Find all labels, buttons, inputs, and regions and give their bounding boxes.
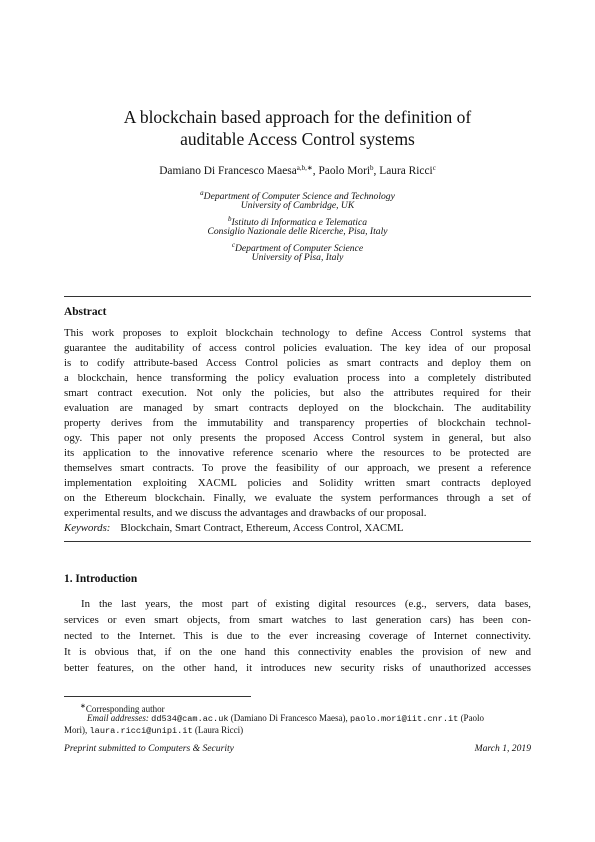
intro-line: nected to the Internet. This is due to the ever increasing coverage of Internet connectivity. <box>64 630 531 642</box>
abstract-bottom-rule <box>64 541 531 542</box>
author-superscript: c <box>432 164 436 172</box>
preprint-note: Preprint submitted to Computers & Security <box>64 743 234 754</box>
email-owner: (Paolo <box>458 713 485 723</box>
affiliation-superscript: a <box>200 189 204 197</box>
abstract-line: themselves smart contracts. To prove the feasibility of our approach, we present a reference <box>64 462 531 474</box>
email-owner: (Damiano Di Francesco Maesa), <box>228 713 350 723</box>
affiliation-line <box>0 252 595 264</box>
abstract-line: is to codify attribute-based Access Control policies as smart contracts and deploy them on <box>64 357 531 369</box>
abstract-line: its application to the innovative reference scenario where the resources to be protected are <box>64 447 531 459</box>
abstract-line: on the Ethereum blockchain. Finally, we evaluate the system performances through a set of <box>64 492 531 504</box>
abstract-body <box>64 326 531 521</box>
email-owner: Mori), <box>64 725 90 735</box>
abstract-line: evaluation are managed by smart contracts deployed on the blockchain. The auditability <box>64 402 531 414</box>
keywords-label: Keywords: <box>64 522 111 534</box>
abstract-line: experimental results, and we discuss the advantages and drawbacks of our proposal. <box>64 507 427 519</box>
email-owner: (Laura Ricci) <box>192 725 244 735</box>
author-name: , Laura Ricci <box>373 165 433 177</box>
author-superscript: a,b,∗ <box>296 164 313 172</box>
email-link[interactable]: dd534@cam.ac.uk <box>151 714 229 724</box>
abstract-line: a blockchain, hence transforming the policy evaluation process into a completely distributed <box>64 372 531 384</box>
affiliation-line <box>0 200 595 212</box>
abstract-line: guarantee the auditability of access control policies evaluation. The key idea of our proposal <box>64 342 531 354</box>
abstract-line: ogy. This paper not only presents the proposed Access Control system in general, but also <box>64 432 531 444</box>
intro-line: services or even smart objects, from smart watches to last generation cars) has been con- <box>64 614 531 626</box>
abstract-line: smart contract execution. Not only the policies, but also the attributes required for their <box>64 387 531 399</box>
affiliation-text: Istituto di Informatica e Telematica <box>231 217 368 228</box>
keywords <box>64 522 403 534</box>
affiliation-text: Department of Computer Science and Technology <box>203 191 395 202</box>
affiliation-superscript: b <box>227 215 232 223</box>
preprint-date: March 1, 2019 <box>474 743 531 754</box>
email-link[interactable]: paolo.mori@iit.cnr.it <box>350 714 459 724</box>
footnote-emails-line-2 <box>64 724 243 737</box>
abstract-line: This work proposes to exploit blockchain technology to define Access Control systems that <box>64 327 531 339</box>
affiliation-text: Department of Computer Science <box>234 243 364 254</box>
footnote-text: Corresponding author <box>85 704 165 714</box>
intro-line: In the last years, the most part of existing digital resources (e.g., servers, data bases, <box>81 598 531 610</box>
abstract-line: property derives from the immutability and transparency properties of blockchain technol- <box>64 417 531 429</box>
affiliation-text: University of Cambridge, UK <box>240 200 355 211</box>
abstract-top-rule <box>64 296 531 297</box>
intro-body <box>64 596 531 676</box>
author-list <box>0 164 595 177</box>
footnote-rule <box>64 696 251 697</box>
affiliation-line <box>0 226 595 238</box>
affiliation-text: Consiglio Nazionale delle Ricerche, Pisa, Italy <box>207 226 388 237</box>
affiliation-superscript: c <box>231 241 235 249</box>
email-link[interactable]: laura.ricci@unipi.it <box>89 726 193 736</box>
footnote-marker: ∗ <box>80 702 86 710</box>
affiliation-text: University of Pisa, Italy <box>251 252 344 263</box>
section-heading: 1. Introduction <box>64 573 138 585</box>
paper-title-line-1: A blockchain based approach for the definition of <box>123 107 472 127</box>
abstract-line: implementation exploiting XACML policies and Solidity written smart contracts deployed <box>64 477 531 489</box>
paper-title-line-2: auditable Access Control systems <box>180 129 415 149</box>
author-superscript: b <box>370 164 374 172</box>
email-label: Email addresses: <box>87 713 149 723</box>
intro-line: better features, on the other hand, it introduces new security risks of unauthorized accesses <box>64 662 531 674</box>
intro-line: It is obvious that, if on the one hand this connectivity enables the provision of new and <box>64 646 531 658</box>
abstract-heading: Abstract <box>64 306 107 318</box>
author-name: Damiano Di Francesco Maesa <box>159 165 297 177</box>
author-name: , Paolo Mori <box>312 165 371 177</box>
keywords-list: Blockchain, Smart Contract, Ethereum, Access Control, XACML <box>120 522 404 534</box>
